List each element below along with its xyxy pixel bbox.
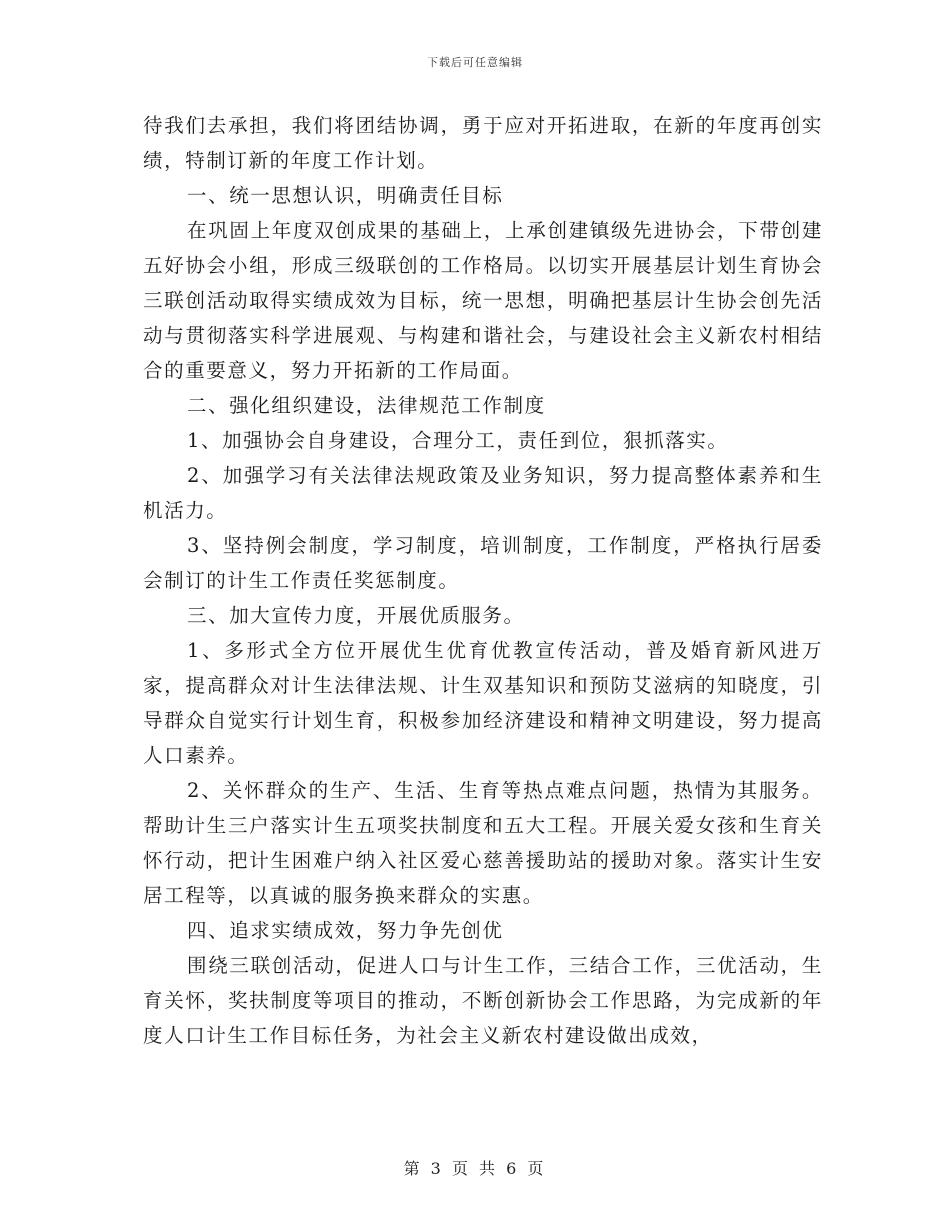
page-number: 第 3 页 共 6 页 [403,1159,547,1178]
list-item: 1、多形式全方位开展优生优育优教宣传活动，普及婚育新风进万家，提高群众对计生法律法规、计生双基知识和预防艾滋病的知晓度，引导群众自觉实行计划生育，积极参加经济建设和精神文明建设，努力提高人口素养。 [143,639,823,767]
header-note: 下载后可任意编辑 [427,56,523,69]
section-heading: 二、强化组织建设，法律规范工作制度 [187,394,546,417]
list-item: 3、坚持例会制度，学习制度，培训制度，工作制度，严格执行居委会制订的计生工作责任奖惩制度。 [143,534,823,592]
section-heading: 三、加大宣传力度，开展优质服务。 [187,604,525,627]
list-item: 2、关怀群众的生产、生活、生育等热点难点问题，热情为其服务。帮助计生三户落实计生五项奖扶制度和五大工程。开展关爱女孩和生育关怀行动，把计生困难户纳入社区爱心慈善援助站的援助对象。落实计生安居工程等，以真诚的服务换来群众的实惠。 [143,779,823,907]
paragraph: 在巩固上年度双创成果的基础上，上承创建镇级先进协会，下带创建五好协会小组，形成三级联创的工作格局。以切实开展基层计划生育协会三联创活动取得实绩成效为目标，统一思想，明确把基层计生协会创先活动与贯彻落实科学进展观、与构建和谐社会，与建设社会主义新农村相结合的重要意义，努力开拓新的工作局面。 [143,219,823,382]
section-heading: 四、追求实绩成效，努力争先创优 [187,919,504,942]
list-item: 1、加强协会自身建设，合理分工，责任到位，狠抓落实。 [187,429,729,452]
document-body [143,108,823,1053]
list-item: 2、加强学习有关法律法规政策及业务知识，努力提高整体素养和生机活力。 [143,464,823,522]
paragraph: 围绕三联创活动，促进人口与计生工作，三结合工作，三优活动，生育关怀，奖扶制度等项目的推动，不断创新协会工作思路，为完成新的年度人口计生工作目标任务，为社会主义新农村建设做出成效， [143,954,823,1047]
section-heading: 一、统一思想认识，明确责任目标 [187,184,504,207]
paragraph: 待我们去承担，我们将团结协调，勇于应对开拓进取，在新的年度再创实绩，特制订新的年度工作计划。 [143,114,823,172]
